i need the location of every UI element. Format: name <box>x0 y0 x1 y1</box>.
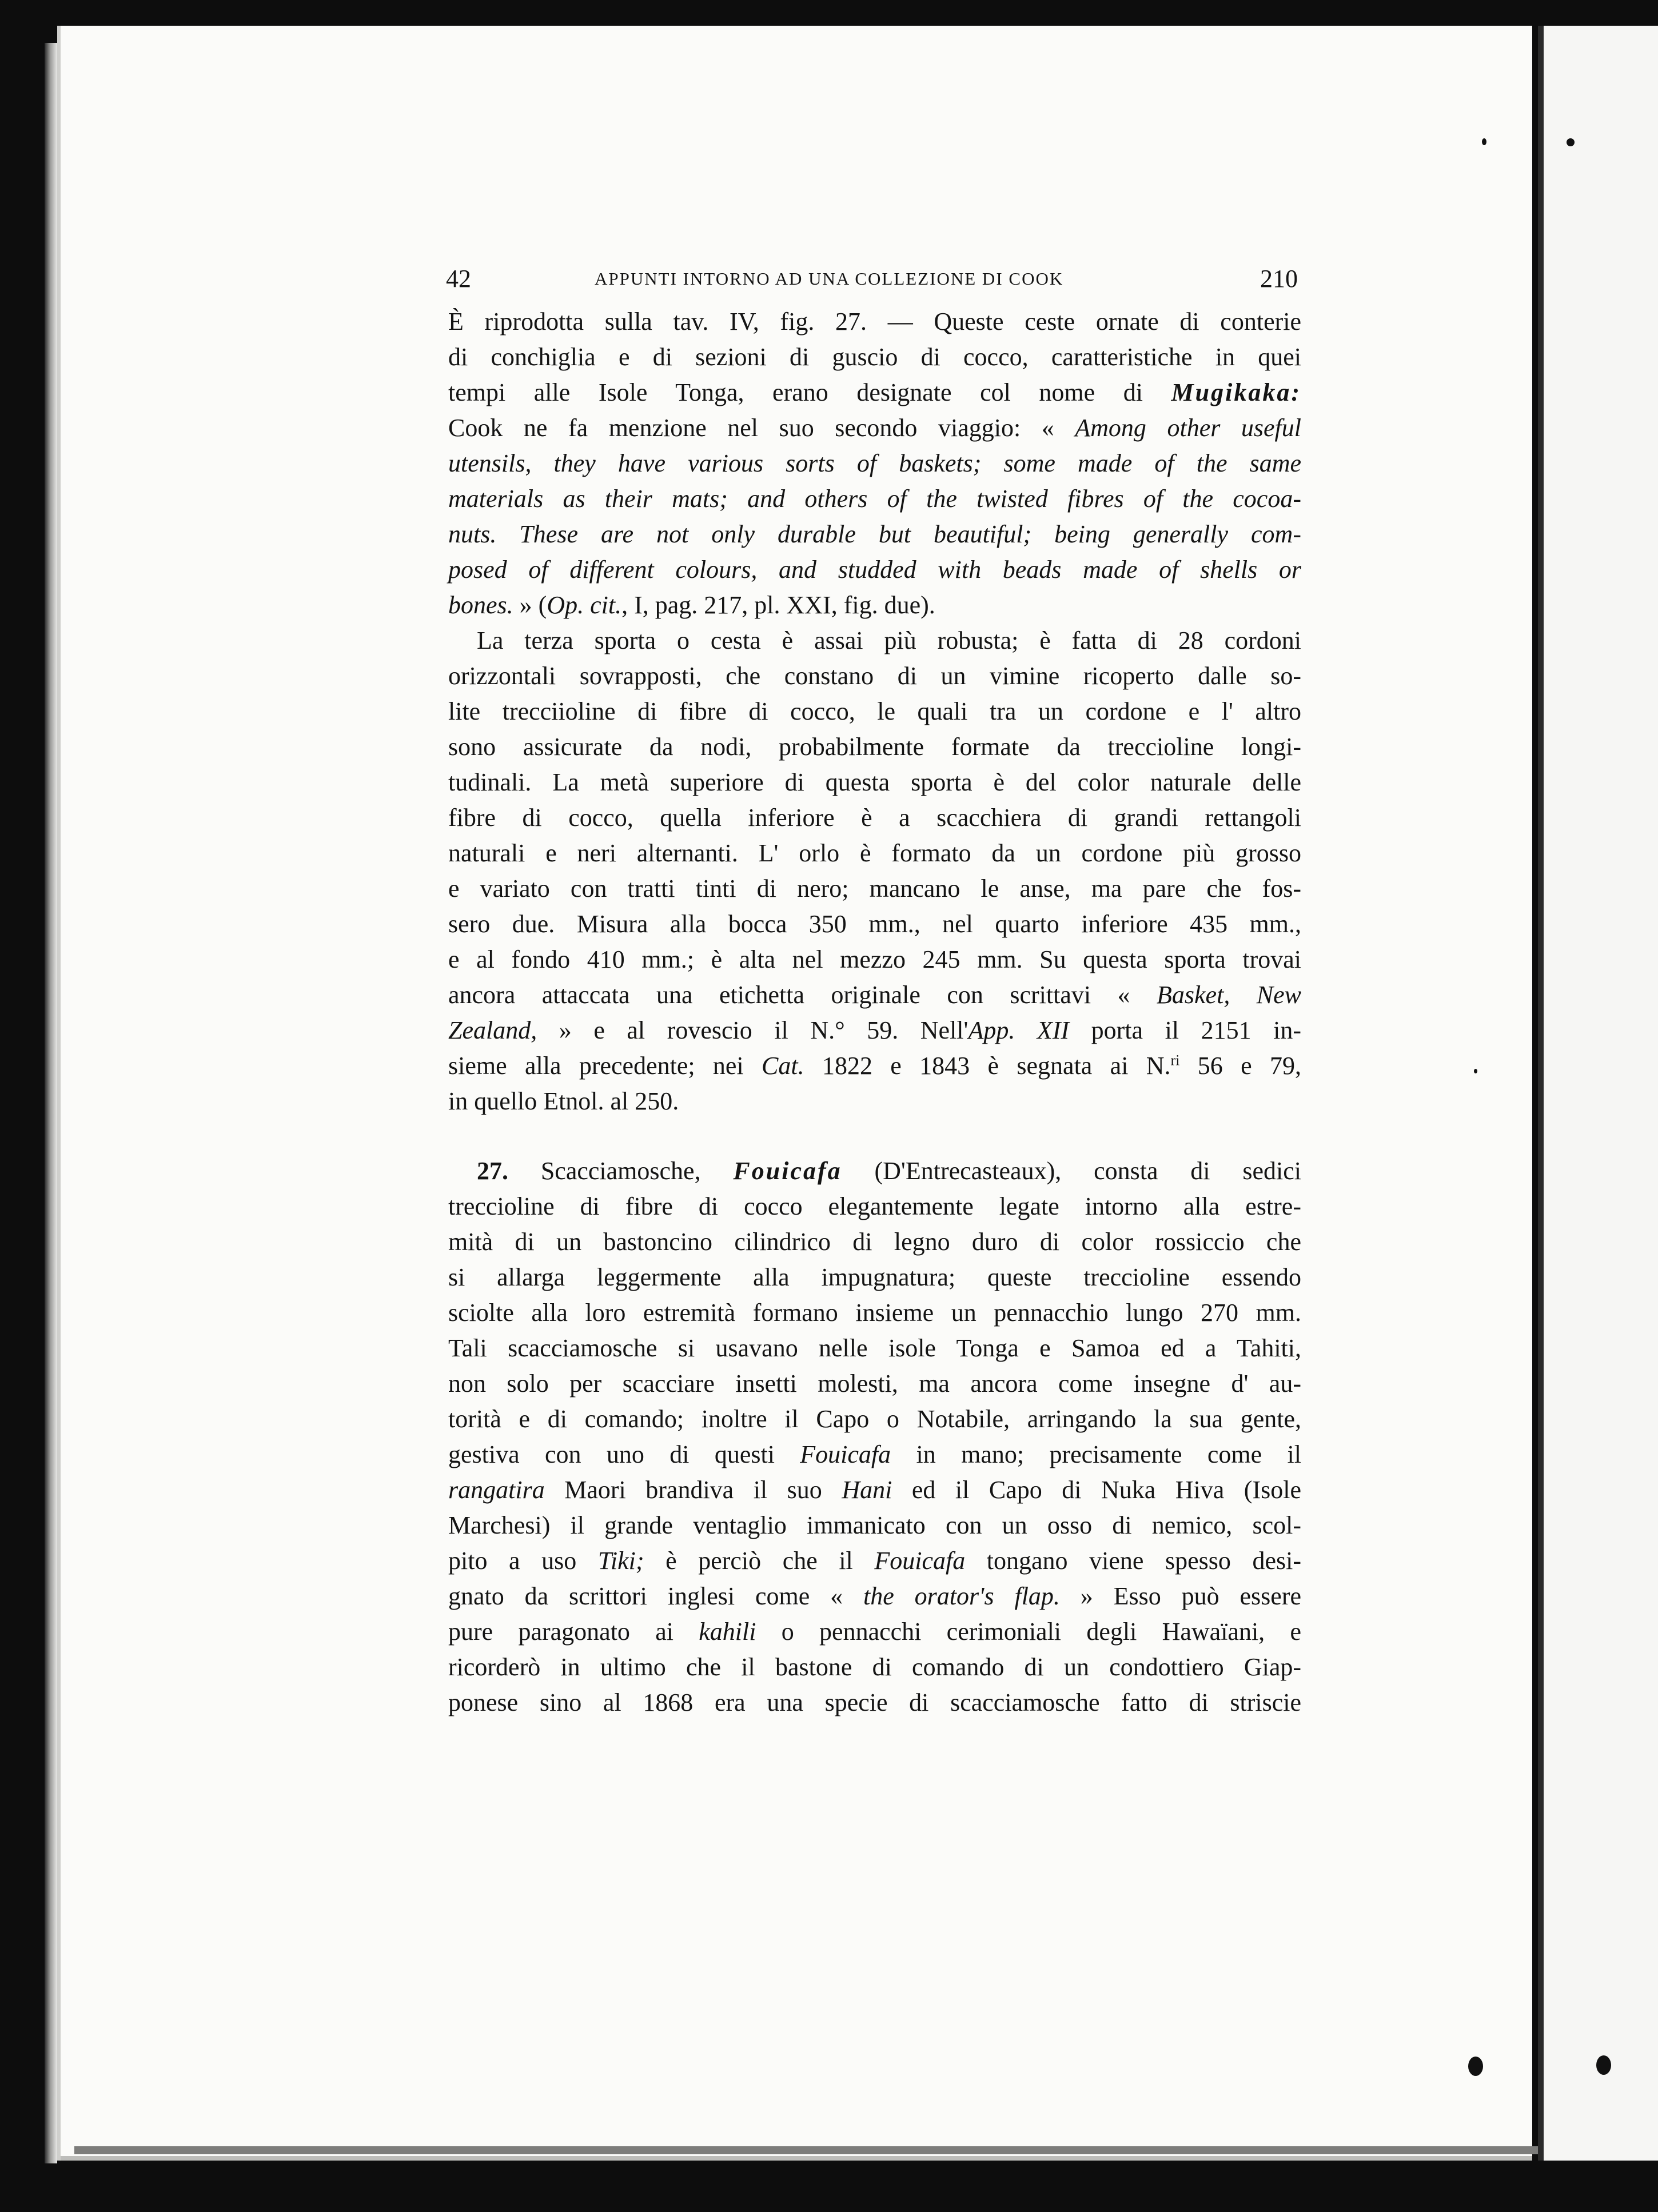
text-line: materials as their mats; and others of the twisted fibres of the cocoa- <box>448 485 1301 513</box>
text-line: orizzontali sovrapposti, che constano di un vimine ricoperto dalle so- <box>448 662 1301 690</box>
text-line: e variato con tratti tinti di nero; mancano le anse, ma pare che fos- <box>448 875 1301 903</box>
text-line: e al fondo 410 mm.; è alta nel mezzo 245 mm. Su questa sporta trovai <box>448 945 1301 973</box>
text-line: gnato da scrittori inglesi come « the orator's flap. » Esso può essere <box>448 1582 1302 1610</box>
term-fouicafa: Fouicafa <box>733 1157 842 1185</box>
text-line: utensils, they have various sorts of baskets; some made of the same <box>448 449 1301 477</box>
ink-speck <box>1567 138 1575 146</box>
text-line: Tali scacciamosche si usavano nelle isole Tonga e Samoa ed a Tahiti, <box>448 1334 1301 1362</box>
text-line: di conchiglia e di sezioni di guscio di cocco, caratteristiche in quei <box>448 343 1301 371</box>
text-line: La terza sporta o cesta è assai più robusta; è fatta di 28 cordoni <box>477 626 1301 654</box>
ink-speck <box>1474 1069 1477 1073</box>
ink-speck <box>1596 2055 1611 2075</box>
text-line: naturali e neri alternanti. L' orlo è formato da un cordone più grosso <box>448 839 1301 867</box>
text-line: treccioline di fibre di cocco elegantemente legate intorno alla estre- <box>448 1192 1301 1220</box>
running-title: APPUNTI INTORNO AD UNA COLLEZIONE DI COOK <box>595 269 1064 289</box>
page-number-right: 210 <box>1260 265 1298 293</box>
text-line: ricorderò in ultimo che il bastone di comando di un condottiero Giap- <box>448 1653 1301 1681</box>
text-line: Zealand, » e al rovescio il N.° 59. Nell'App. XII porta il 2151 in- <box>448 1016 1302 1044</box>
text-line: mità di un bastoncino cilindrico di legno duro di color rossiccio che <box>448 1228 1301 1256</box>
running-header <box>446 264 1298 298</box>
text-line: È riprodotta sulla tav. IV, fig. 27. — Queste ceste ornate di conterie <box>448 308 1301 336</box>
text-line: tudinali. La metà superiore di questa sporta è del color naturale delle <box>448 768 1301 796</box>
text-line: 27. Scacciamosche, Fouicafa (D'Entrecasteaux), consta di sedici <box>477 1157 1301 1185</box>
item-number: 27. <box>477 1157 508 1185</box>
text-line: fibre di cocco, quella inferiore è a scacchiera di grandi rettangoli <box>448 804 1301 832</box>
text-line: torità e di comando; inoltre il Capo o Notabile, arringando la sua gente, <box>448 1405 1301 1433</box>
text-line: sono assicurate da nodi, probabilmente formate da treccioline longi- <box>448 733 1301 761</box>
text-line: Cook ne fa menzione nel suo secondo viaggio: « Among other useful <box>448 414 1302 442</box>
text-line: rangatira Maori brandiva il suo Hani ed il Capo di Nuka Hiva (Isole <box>448 1476 1301 1504</box>
text-line: in quello Etnol. al 250. <box>448 1087 679 1115</box>
text-line: sieme alla precedente; nei Cat. 1822 e 1843 è segnata ai N.$^{ri}$ 56 e 79, <box>448 1052 1302 1080</box>
text-line: pito a uso Tiki; è perciò che il Fouicafa tongano viene spesso desi- <box>448 1547 1301 1575</box>
adjacent-page-edge <box>1538 26 1658 2161</box>
text-line: tempi alle Isole Tonga, erano designate col nome di Mugikaka: <box>448 378 1301 406</box>
text-line: ancora attaccata una etichetta originale con scrittavi « Basket, New <box>448 981 1302 1009</box>
text-line: sero due. Misura alla bocca 350 mm., nel quarto inferiore 435 mm., <box>448 910 1301 938</box>
body-text <box>448 304 1301 1720</box>
text-line: Marchesi) il grande ventaglio immanicato con un osso di nemico, scol- <box>448 1511 1301 1539</box>
text-line: lite trecciioline di fibre di cocco, le quali tra un cordone e l' altro <box>448 697 1301 725</box>
page-binding-edge <box>45 43 57 2163</box>
text-line: posed of different colours, and studded with beads made of shells or <box>448 556 1301 584</box>
page-number-left: 42 <box>446 265 471 293</box>
page-bottom-edge <box>74 2146 1538 2154</box>
text-line: pure paragonato ai kahili o pennacchi cerimoniali degli Hawaïani, e <box>448 1618 1301 1646</box>
ink-speck <box>1482 138 1486 145</box>
text-line: ponese sino al 1868 era una specie di scacciamosche fatto di striscie <box>448 1688 1301 1716</box>
text-line: si allarga leggermente alla impugnatura; queste treccioline essendo <box>448 1263 1301 1291</box>
text-line: sciolte alla loro estremità formano insieme un pennacchio lungo 270 mm. <box>448 1299 1301 1327</box>
text-line: nuts. These are not only durable but beautiful; being generally com- <box>448 520 1301 548</box>
text-line: gestiva con uno di questi Fouicafa in mano; precisamente come il <box>448 1440 1301 1468</box>
text-line: bones. » (Op. cit., I, pag. 217, pl. XXI, fig. due). <box>448 591 935 619</box>
text-line: non solo per scacciare insetti molesti, ma ancora come insegne d' au- <box>448 1369 1301 1398</box>
term-mugikaka: Mugikaka: <box>1171 378 1301 406</box>
ink-speck <box>1468 2057 1483 2076</box>
section-gap <box>448 1119 1301 1153</box>
